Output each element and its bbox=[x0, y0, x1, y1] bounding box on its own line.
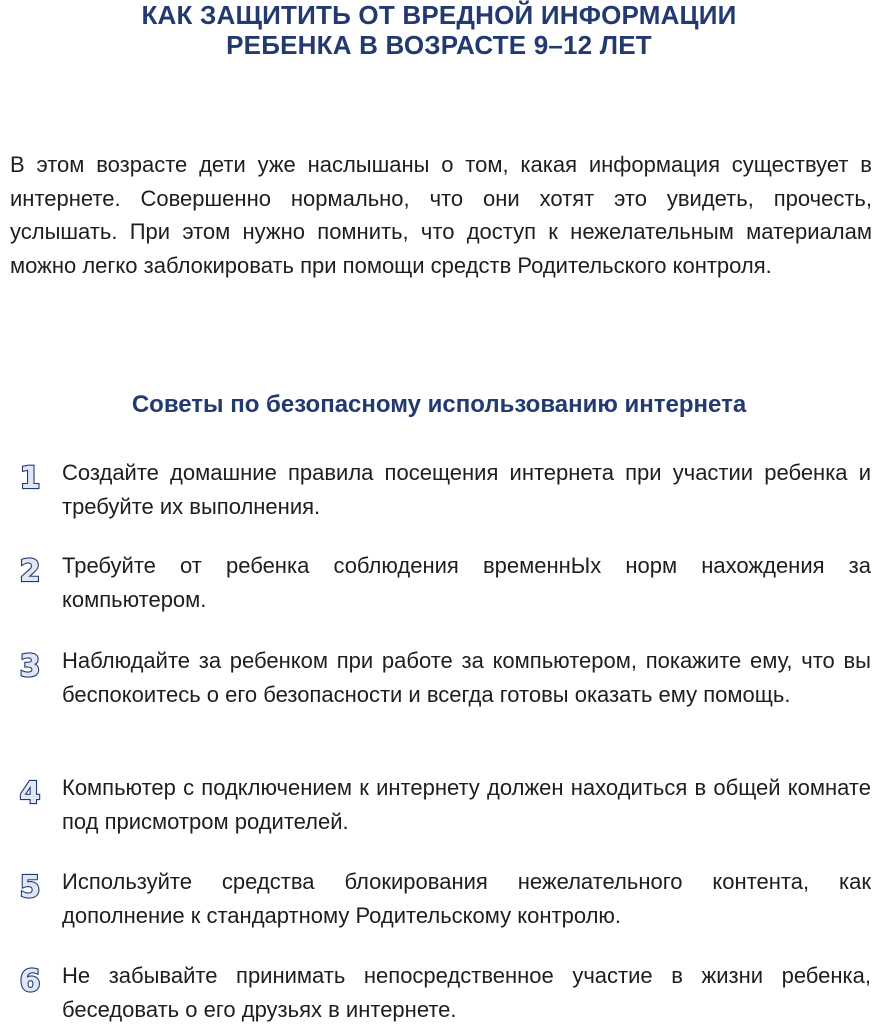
number-two-icon bbox=[14, 551, 46, 587]
tip-number: 6 bbox=[19, 964, 41, 997]
tip-number: 5 bbox=[19, 870, 41, 903]
tip-number: 4 bbox=[19, 776, 41, 809]
intro-paragraph: В этом возрасте дети уже наслышаны о том, какая информация существует в интернете. Совершенно нормально, что они хотят это увидеть, прочесть, услышать. При этом нужно помнить, что доступ к нежелательным материалам можно легко заблокировать при помощи средств Родительского контроля. bbox=[10, 152, 872, 278]
document-title-line-2: РЕБЕНКА В ВОЗРАСТЕ 9–12 ЛЕТ bbox=[226, 30, 652, 60]
tip-text: Наблюдайте за ребенком при работе за компьютером, покажите ему, что вы беспокоитесь о его безопасности и всегда готовы оказать ему помощь. bbox=[62, 648, 871, 707]
number-three-icon bbox=[14, 646, 46, 682]
number-one-icon bbox=[14, 458, 46, 494]
tip-text: Не забывайте принимать непосредственное участие в жизни ребенка, беседовать о его друзьях в интернете. bbox=[62, 963, 871, 1022]
number-six-icon bbox=[14, 961, 46, 997]
document-title bbox=[0, 0, 878, 60]
tip-text: Требуйте от ребенка соблюдения временнЫх норм нахождения за компьютером. bbox=[62, 553, 871, 612]
tip-text: Компьютер с подключением к интернету должен находиться в общей комнате под присмотром родителей. bbox=[62, 775, 871, 834]
tips-heading: Советы по безопасному использованию интернета bbox=[131, 391, 747, 418]
number-four-icon bbox=[14, 773, 46, 809]
tip-number: 3 bbox=[19, 649, 41, 682]
tip-text: Создайте домашние правила посещения интернета при участии ребенка и требуйте их выполнения. bbox=[62, 460, 871, 519]
tip-number: 1 bbox=[19, 461, 41, 494]
document-title-line-1: КАК ЗАЩИТИТЬ ОТ ВРЕДНОЙ ИНФОРМАЦИИ bbox=[141, 0, 737, 30]
tip-number: 2 bbox=[19, 554, 41, 587]
number-five-icon bbox=[14, 867, 46, 903]
tip-text: Используйте средства блокирования нежелательного контента, как дополнение к стандартному Родительскому контролю. bbox=[62, 869, 871, 928]
